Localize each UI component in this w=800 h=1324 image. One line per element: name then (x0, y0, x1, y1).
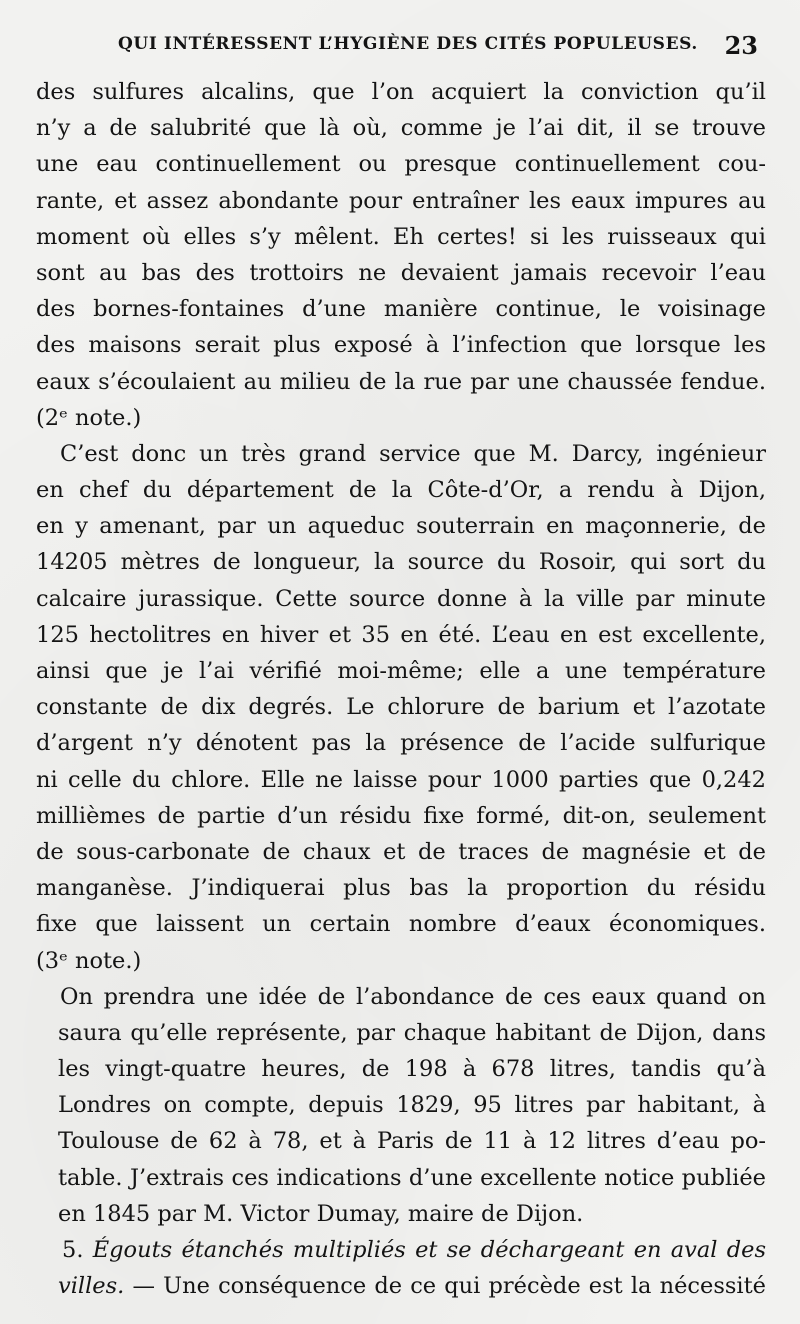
text-line: Londres on compte, depuis 1829, 95 litres par habitant, à (58, 1092, 766, 1119)
text-line: ainsi que je l’ai vérifié moi-même; elle a une température (36, 658, 766, 684)
text-line: manganèse. J’indiquerai plus bas la proportion du résidu (36, 875, 766, 902)
text-line: ni celle du chlore. Elle ne laisse pour 1000 parties que 0,242 (36, 766, 766, 793)
page-body (36, 74, 766, 1304)
text-line: en 1845 par M. Victor Dumay, maire de Dijon. (58, 1200, 584, 1227)
section-title: Égouts étanchés multipliés et se déchargeant en aval des (92, 1237, 766, 1263)
section-text: — Une conséquence de ce qui précède est la nécessité (132, 1273, 766, 1300)
text-line: table. J’extrais ces indications d’une excellente notice publiée (58, 1164, 766, 1191)
note-reference: (2ᵉ note.) (36, 404, 142, 431)
text-line: en y amenant, par un aqueduc souterrain en maçonnerie, de (36, 513, 766, 540)
text-line: moment où elles s’y mêlent. Eh certes! si les ruisseaux qui (36, 223, 766, 250)
running-head: QUI INTÉRESSENT L’HYGIÈNE DES CITÉS POPULEUSES. (118, 34, 698, 54)
text-line: calcaire jurassique. Cette source donne à la ville par minute (36, 585, 766, 612)
text-line: des bornes-fontaines d’une manière continue, le voisinage (36, 296, 766, 323)
text-line: eaux s’écoulaient au milieu de la rue par une chaussée fendue. (36, 368, 766, 395)
section-heading (36, 1232, 766, 1268)
section-title-end: villes. (58, 1273, 125, 1300)
text-line: en chef du département de la Côte-d’Or, a rendu à Dijon, (36, 477, 766, 504)
text-line: des maisons serait plus exposé à l’infection que lorsque les (36, 332, 766, 359)
text-line: constante de dix degrés. Le chlorure de barium et l’azotate (36, 694, 766, 721)
text-line: une eau continuellement ou presque continuellement cou- (36, 151, 766, 178)
text-line: Toulouse de 62 à 78, et à Paris de 11 à 12 litres d’eau po- (58, 1128, 766, 1155)
text-line: millièmes de partie d’un résidu fixe formé, dit-on, seulement (36, 802, 766, 829)
text-line (36, 1268, 766, 1304)
page-number: 23 (724, 31, 758, 60)
text-line: sont au bas des trottoirs ne devaient jamais recevoir l’eau (36, 259, 766, 286)
text-line: fixe que laissent un certain nombre d’eaux économiques. (36, 911, 766, 938)
text-line: des sulfures alcalins, que l’on acquiert la conviction qu’il (36, 79, 766, 105)
text-line: les vingt-quatre heures, de 198 à 678 litres, tandis qu’à (58, 1056, 766, 1083)
section-number: 5. (62, 1237, 84, 1263)
text-line: 14205 mètres de longueur, la source du Rosoir, qui sort du (36, 549, 766, 576)
paragraph-start: On prendra une idée de l’abondance de ces eaux quand on (60, 983, 766, 1010)
text-line: rante, et assez abondante pour entraîner les eaux impures au (36, 187, 766, 214)
text-line: saura qu’elle représente, par chaque habitant de Dijon, dans (58, 1019, 766, 1046)
text-line: 125 hectolitres en hiver et 35 en été. L’eau en est excellente, (36, 621, 766, 648)
text-line: n’y a de salubrité que là où, comme je l’ai dit, il se trouve (36, 115, 766, 142)
paragraph-start: C’est donc un très grand service que M. Darcy, ingénieur (60, 440, 766, 467)
text-line: d’argent n’y dénotent pas la présence de l’acide sulfurique (36, 730, 766, 757)
note-reference: (3ᵉ note.) (36, 947, 142, 974)
page-header (118, 31, 758, 62)
text-line: de sous-carbonate de chaux et de traces de magnésie et de (36, 838, 766, 865)
